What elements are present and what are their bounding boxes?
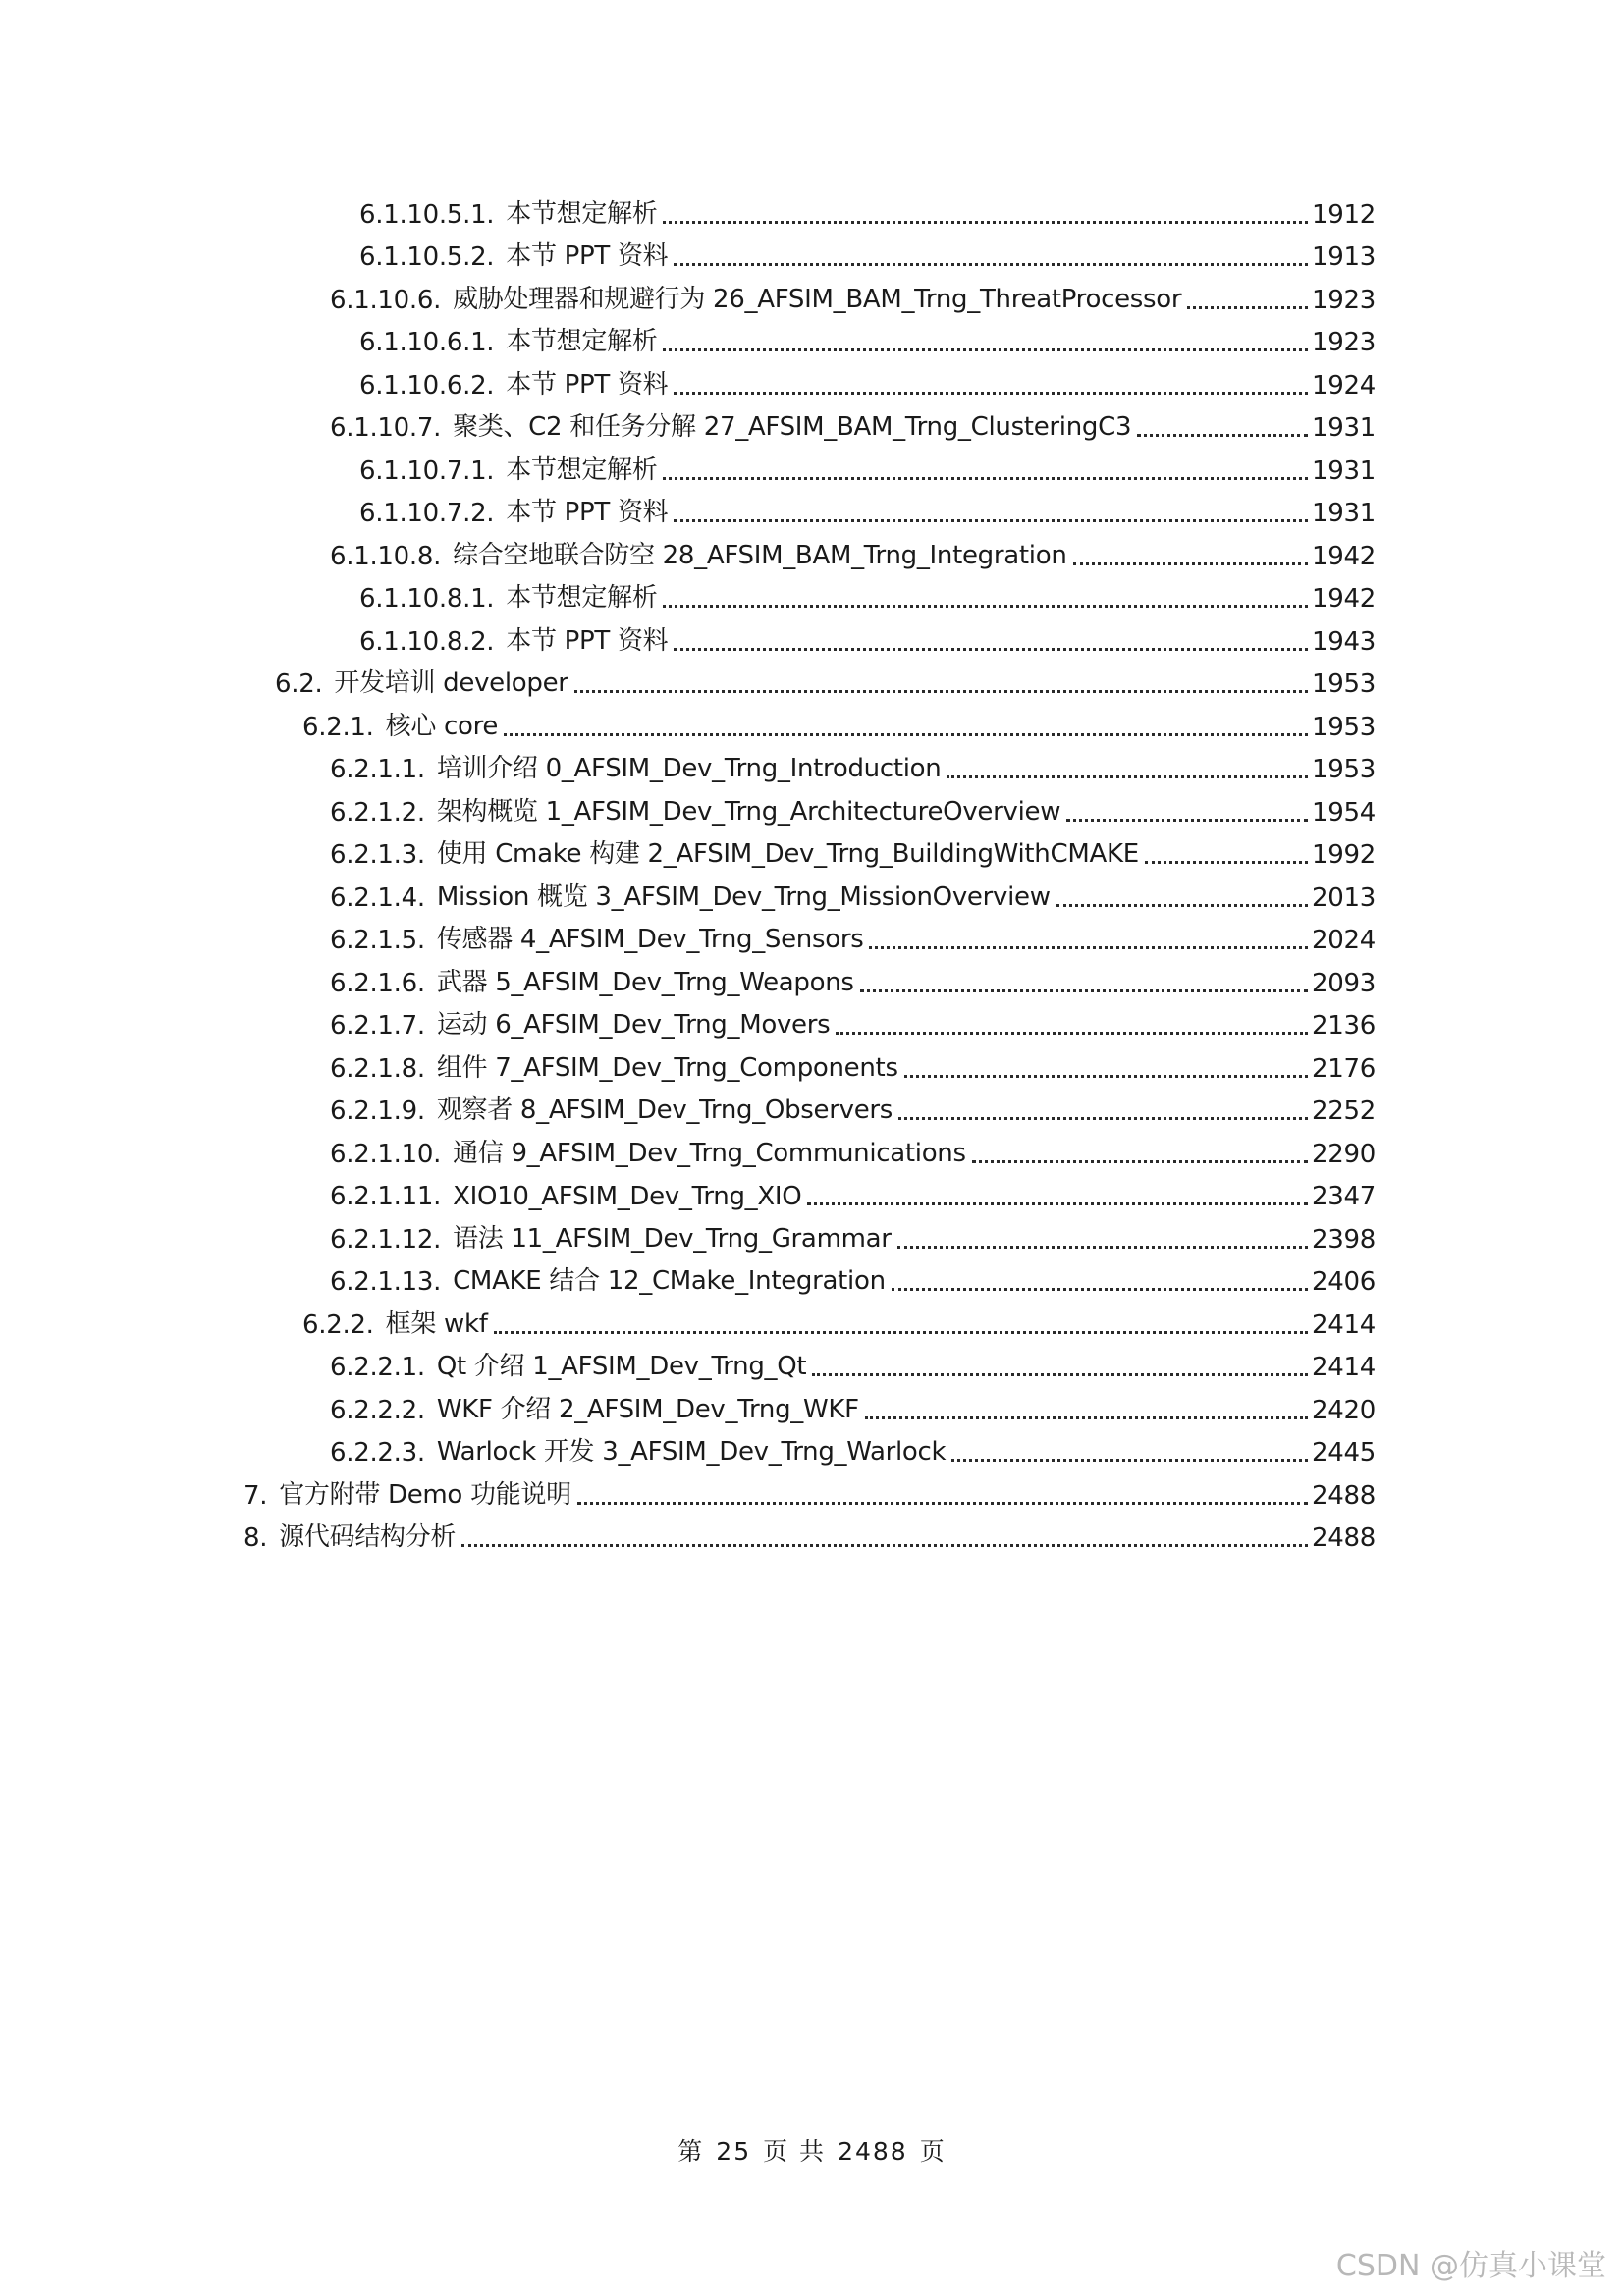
toc-entry-line bbox=[302, 1304, 1376, 1340]
toc-dot-leader bbox=[836, 1032, 1308, 1035]
toc-entry-number: 6.2. bbox=[275, 669, 323, 699]
toc-entry-page-number: 2445 bbox=[1312, 1438, 1376, 1468]
toc-entry-title: 源代码结构分析 bbox=[279, 1522, 457, 1552]
toc-dot-leader bbox=[674, 648, 1308, 651]
toc-entry-line bbox=[244, 1517, 1376, 1553]
toc-entry-page-number: 1931 bbox=[1312, 499, 1376, 528]
toc-entry[interactable] bbox=[0, 577, 1624, 620]
toc-entry-title: 开发培训 developer bbox=[334, 668, 568, 698]
toc-entry[interactable] bbox=[0, 449, 1624, 492]
toc-entry-title: 语法 11_AFSIM_Dev_Trng_Grammar bbox=[453, 1223, 892, 1254]
toc-entry[interactable] bbox=[0, 1004, 1624, 1047]
toc-entry-page-number: 1953 bbox=[1312, 755, 1376, 784]
toc-entry-page-number: 2488 bbox=[1312, 1480, 1376, 1511]
toc-entry-number: 6.2.1.13. bbox=[330, 1267, 442, 1297]
toc-entry-title: 框架 wkf bbox=[385, 1308, 488, 1339]
toc-entry-line bbox=[330, 1047, 1376, 1084]
toc-entry[interactable] bbox=[0, 1175, 1624, 1218]
toc-entry[interactable] bbox=[0, 1217, 1624, 1260]
toc-entry-number: 6.1.10.7.2. bbox=[359, 499, 495, 528]
toc-entry[interactable] bbox=[0, 876, 1624, 919]
toc-entry-line bbox=[330, 535, 1376, 571]
toc-entry[interactable] bbox=[0, 790, 1624, 833]
toc-entry-page-number: 2136 bbox=[1312, 1011, 1376, 1041]
footer-current-page: 25 bbox=[716, 2137, 752, 2165]
toc-dot-leader bbox=[947, 775, 1308, 778]
toc-entry-page-number: 2420 bbox=[1312, 1395, 1376, 1425]
toc-entry-number: 6.2.1.2. bbox=[330, 797, 425, 828]
toc-entry-line bbox=[330, 1431, 1376, 1468]
toc-entry-title: 架构概览 1_AFSIM_Dev_Trng_ArchitectureOverview bbox=[436, 796, 1061, 827]
toc-entry[interactable] bbox=[0, 192, 1624, 236]
toc-entry-number: 6.1.10.7. bbox=[330, 413, 442, 443]
toc-entry-page-number: 1924 bbox=[1312, 370, 1376, 400]
toc-entry[interactable] bbox=[0, 406, 1624, 450]
toc-entry-number: 6.1.10.6.1. bbox=[359, 328, 495, 357]
toc-entry-number: 6.1.10.7.1. bbox=[359, 455, 495, 486]
toc-entry-line bbox=[359, 450, 1376, 486]
page-footer bbox=[0, 2132, 1624, 2167]
toc-entry-page-number: 2347 bbox=[1312, 1182, 1376, 1211]
toc-entry-title: 本节 PPT 资料 bbox=[506, 369, 669, 400]
toc-entry[interactable] bbox=[0, 1473, 1624, 1517]
toc-entry-page-number: 1923 bbox=[1312, 328, 1376, 357]
toc-dot-leader bbox=[1073, 562, 1309, 565]
toc-entry-page-number: 2252 bbox=[1312, 1096, 1376, 1126]
toc-entry-title: 核心 core bbox=[385, 711, 499, 741]
toc-entry-page-number: 1931 bbox=[1312, 455, 1376, 486]
toc-entry[interactable] bbox=[0, 1046, 1624, 1090]
toc-entry[interactable] bbox=[0, 1346, 1624, 1389]
toc-entry[interactable] bbox=[0, 1132, 1624, 1175]
toc-entry-title: XIO10_AFSIM_Dev_Trng_XIO bbox=[453, 1182, 802, 1211]
toc-entry-number: 6.2.1.11. bbox=[330, 1182, 442, 1211]
toc-entry-line bbox=[330, 1004, 1376, 1041]
toc-entry-number: 6.1.10.8. bbox=[330, 541, 442, 571]
toc-entry-title: 运动 6_AFSIM_Dev_Trng_Movers bbox=[436, 1010, 831, 1040]
toc-entry-title: 本节 PPT 资料 bbox=[506, 498, 669, 527]
toc-entry-title: WKF 介绍 2_AFSIM_Dev_Trng_WKF bbox=[436, 1394, 859, 1424]
toc-entry-title: 组件 7_AFSIM_Dev_Trng_Components bbox=[436, 1052, 898, 1083]
toc-entry[interactable] bbox=[0, 663, 1624, 706]
toc-entry-title: 观察者 8_AFSIM_Dev_Trng_Observers bbox=[436, 1095, 893, 1125]
toc-dot-leader bbox=[663, 348, 1308, 351]
toc-dot-leader bbox=[869, 946, 1308, 949]
toc-dot-leader bbox=[663, 221, 1308, 224]
toc-entry-page-number: 1943 bbox=[1312, 626, 1376, 657]
toc-entry-page-number: 2398 bbox=[1312, 1224, 1376, 1255]
toc-entry-page-number: 1912 bbox=[1312, 199, 1376, 230]
toc-entry-line bbox=[330, 279, 1376, 315]
toc-entry-title: Qt 介绍 1_AFSIM_Dev_Trng_Qt bbox=[436, 1352, 807, 1381]
toc-entry[interactable] bbox=[0, 705, 1624, 748]
toc-entry-page-number: 2414 bbox=[1312, 1309, 1376, 1340]
toc-entry-page-number: 1992 bbox=[1312, 840, 1376, 870]
toc-entry[interactable] bbox=[0, 961, 1624, 1004]
toc-entry-number: 6.2.1. bbox=[302, 712, 374, 742]
footer-suffix: 页 bbox=[919, 2137, 947, 2165]
toc-entry-page-number: 1954 bbox=[1312, 797, 1376, 828]
toc-entry-title: Mission 概览 3_AFSIM_Dev_Trng_MissionOverview bbox=[436, 881, 1051, 912]
toc-entry-title: 威胁处理器和规避行为 26_AFSIM_BAM_Trng_ThreatProcessor bbox=[453, 284, 1182, 314]
toc-entry-page-number: 1913 bbox=[1312, 242, 1376, 272]
toc-entry-title: 使用 Cmake 构建 2_AFSIM_Dev_Trng_BuildingWithCMAKE bbox=[436, 839, 1139, 869]
toc-entry[interactable] bbox=[0, 919, 1624, 962]
toc-entry-line bbox=[359, 577, 1376, 614]
toc-dot-leader bbox=[972, 1160, 1308, 1163]
toc-entry-line bbox=[359, 364, 1376, 400]
toc-entry-line bbox=[330, 1090, 1376, 1126]
toc-dot-leader bbox=[1066, 819, 1308, 822]
toc-dot-leader bbox=[1056, 904, 1308, 907]
toc-entry-title: 本节 PPT 资料 bbox=[506, 241, 669, 271]
toc-dot-leader bbox=[897, 1246, 1308, 1249]
toc-entry-number: 6.2.2.2. bbox=[330, 1395, 425, 1425]
watermark: CSDN @仿真小课堂 bbox=[1335, 2249, 1606, 2283]
toc-entry-number: 6.2.2.1. bbox=[330, 1353, 425, 1382]
toc-entry[interactable] bbox=[0, 619, 1624, 663]
toc-entry-number: 6.2.1.9. bbox=[330, 1096, 425, 1126]
toc-entry-title: 传感器 4_AFSIM_Dev_Trng_Sensors bbox=[436, 925, 864, 954]
toc-entry-number: 6.2.1.10. bbox=[330, 1139, 442, 1169]
toc-entry-line bbox=[359, 193, 1376, 230]
toc-dot-leader bbox=[865, 1416, 1308, 1419]
toc-entry-page-number: 2488 bbox=[1312, 1523, 1376, 1553]
toc-entry-number: 8. bbox=[244, 1523, 268, 1553]
toc-entry[interactable] bbox=[0, 278, 1624, 321]
toc-entry-line bbox=[330, 1389, 1376, 1425]
toc-entry[interactable] bbox=[0, 321, 1624, 364]
toc-entry-number: 6.2.2. bbox=[302, 1309, 374, 1340]
toc-dot-leader bbox=[904, 1075, 1308, 1078]
toc-dot-leader bbox=[461, 1544, 1308, 1547]
toc-entry-title: 本节想定解析 bbox=[506, 327, 658, 356]
toc-entry-number: 7. bbox=[244, 1480, 268, 1511]
toc-entry[interactable] bbox=[0, 1303, 1624, 1346]
toc-entry-number: 6.2.1.6. bbox=[330, 968, 425, 998]
toc-entry-page-number: 2406 bbox=[1312, 1267, 1376, 1297]
toc-entry-line bbox=[330, 877, 1376, 913]
toc-dot-leader bbox=[674, 519, 1308, 522]
toc-entry-page-number: 1953 bbox=[1312, 712, 1376, 742]
toc-dot-leader bbox=[951, 1459, 1308, 1462]
toc-entry-line bbox=[359, 236, 1376, 272]
toc-dot-leader bbox=[663, 605, 1308, 608]
toc-entry-page-number: 1931 bbox=[1312, 413, 1376, 443]
toc-entry-line bbox=[330, 1218, 1376, 1255]
toc-entry-number: 6.2.1.12. bbox=[330, 1224, 442, 1255]
toc-entry-title: 本节 PPT 资料 bbox=[506, 625, 669, 656]
toc-entry[interactable] bbox=[0, 1431, 1624, 1474]
toc-entry-number: 6.2.1.1. bbox=[330, 755, 425, 784]
toc-entry-title: 本节想定解析 bbox=[506, 454, 658, 485]
toc-entry-page-number: 2093 bbox=[1312, 968, 1376, 998]
toc-entry-number: 6.1.10.8.1. bbox=[359, 584, 495, 614]
toc-entry[interactable] bbox=[0, 363, 1624, 406]
toc-entry-title: 通信 9_AFSIM_Dev_Trng_Communications bbox=[453, 1138, 966, 1168]
toc-entry-line bbox=[359, 321, 1376, 357]
toc-entry-line bbox=[359, 492, 1376, 528]
toc-entry[interactable] bbox=[0, 1090, 1624, 1133]
toc-dot-leader bbox=[1137, 434, 1308, 437]
toc-entry-line bbox=[330, 1346, 1376, 1382]
toc-dot-leader bbox=[494, 1331, 1308, 1334]
toc-entry-line bbox=[302, 706, 1376, 742]
toc-entry-page-number: 2024 bbox=[1312, 926, 1376, 955]
toc-entry-number: 6.2.1.7. bbox=[330, 1011, 425, 1041]
toc-entry-page-number: 2013 bbox=[1312, 882, 1376, 913]
footer-total-pages: 2488 bbox=[838, 2137, 908, 2165]
toc-entry-line bbox=[330, 791, 1376, 828]
toc-entry-page-number: 1953 bbox=[1312, 669, 1376, 699]
toc-entry-title: Warlock 开发 3_AFSIM_Dev_Trng_Warlock bbox=[436, 1437, 947, 1467]
toc-entry-line bbox=[330, 833, 1376, 870]
toc-entry-title: CMAKE 结合 12_CMake_Integration bbox=[453, 1266, 886, 1296]
toc-dot-leader bbox=[898, 1117, 1308, 1120]
toc-entry-title: 武器 5_AFSIM_Dev_Trng_Weapons bbox=[436, 967, 854, 997]
toc-entry-page-number: 1942 bbox=[1312, 541, 1376, 571]
toc-entry-number: 6.1.10.6.2. bbox=[359, 370, 495, 400]
footer-prefix: 第 bbox=[677, 2137, 705, 2165]
toc-entry[interactable] bbox=[0, 1388, 1624, 1431]
toc-entry-page-number: 2414 bbox=[1312, 1353, 1376, 1382]
toc-entry-number: 6.1.10.5.1. bbox=[359, 199, 495, 230]
toc-dot-leader bbox=[663, 477, 1308, 480]
toc-dot-leader bbox=[1145, 861, 1308, 864]
toc-entry-number: 6.2.1.5. bbox=[330, 926, 425, 955]
toc-entry-title: 培训介绍 0_AFSIM_Dev_Trng_Introduction bbox=[436, 754, 942, 783]
toc-entry-line bbox=[275, 663, 1376, 699]
toc-entry-number: 6.1.10.6. bbox=[330, 285, 442, 315]
footer-mid: 页 共 bbox=[763, 2137, 827, 2165]
toc-entry-line bbox=[330, 406, 1376, 443]
toc-dot-leader bbox=[577, 1502, 1308, 1505]
toc-dot-leader bbox=[807, 1202, 1308, 1205]
toc-entry-number: 6.2.1.3. bbox=[330, 840, 425, 870]
toc-entry-line bbox=[330, 1260, 1376, 1297]
toc-entry-number: 6.1.10.5.2. bbox=[359, 242, 495, 272]
toc-entry-page-number: 1923 bbox=[1312, 285, 1376, 315]
toc-dot-leader bbox=[504, 733, 1308, 736]
toc-entry-title: 聚类、C2 和任务分解 27_AFSIM_BAM_Trng_ClusteringC3 bbox=[453, 412, 1132, 442]
toc-entry-title: 官方附带 Demo 功能说明 bbox=[279, 1479, 571, 1510]
toc-entry[interactable] bbox=[0, 748, 1624, 791]
toc-dot-leader bbox=[812, 1373, 1308, 1376]
toc-dot-leader bbox=[892, 1288, 1308, 1291]
toc-entry-title: 本节想定解析 bbox=[506, 198, 658, 229]
table-of-contents bbox=[0, 192, 1624, 1559]
toc-dot-leader bbox=[1187, 306, 1308, 309]
toc-dot-leader bbox=[860, 989, 1308, 992]
toc-entry-number: 6.1.10.8.2. bbox=[359, 626, 495, 657]
toc-entry-line bbox=[330, 1182, 1376, 1211]
toc-entry-title: 综合空地联合防空 28_AFSIM_BAM_Trng_Integration bbox=[453, 540, 1067, 570]
toc-entry-line bbox=[330, 748, 1376, 784]
toc-entry-line bbox=[244, 1474, 1376, 1511]
toc-entry-number: 6.2.2.3. bbox=[330, 1438, 425, 1468]
toc-entry[interactable] bbox=[0, 236, 1624, 279]
toc-entry[interactable] bbox=[0, 833, 1624, 877]
toc-entry-line bbox=[359, 620, 1376, 657]
toc-entry-page-number: 2290 bbox=[1312, 1139, 1376, 1169]
toc-dot-leader bbox=[674, 392, 1308, 395]
toc-entry-line bbox=[330, 1133, 1376, 1169]
toc-entry-page-number: 2176 bbox=[1312, 1053, 1376, 1084]
toc-entry-title: 本节想定解析 bbox=[506, 583, 658, 613]
toc-entry-number: 6.2.1.8. bbox=[330, 1053, 425, 1084]
toc-entry-line bbox=[330, 962, 1376, 998]
toc-entry[interactable] bbox=[0, 492, 1624, 535]
toc-entry[interactable] bbox=[0, 1517, 1624, 1560]
toc-entry-number: 6.2.1.4. bbox=[330, 882, 425, 913]
toc-entry-page-number: 1942 bbox=[1312, 584, 1376, 614]
toc-entry-line bbox=[330, 919, 1376, 955]
toc-entry[interactable] bbox=[0, 1260, 1624, 1304]
toc-dot-leader bbox=[674, 263, 1308, 266]
toc-entry[interactable] bbox=[0, 534, 1624, 577]
toc-dot-leader bbox=[574, 690, 1308, 693]
